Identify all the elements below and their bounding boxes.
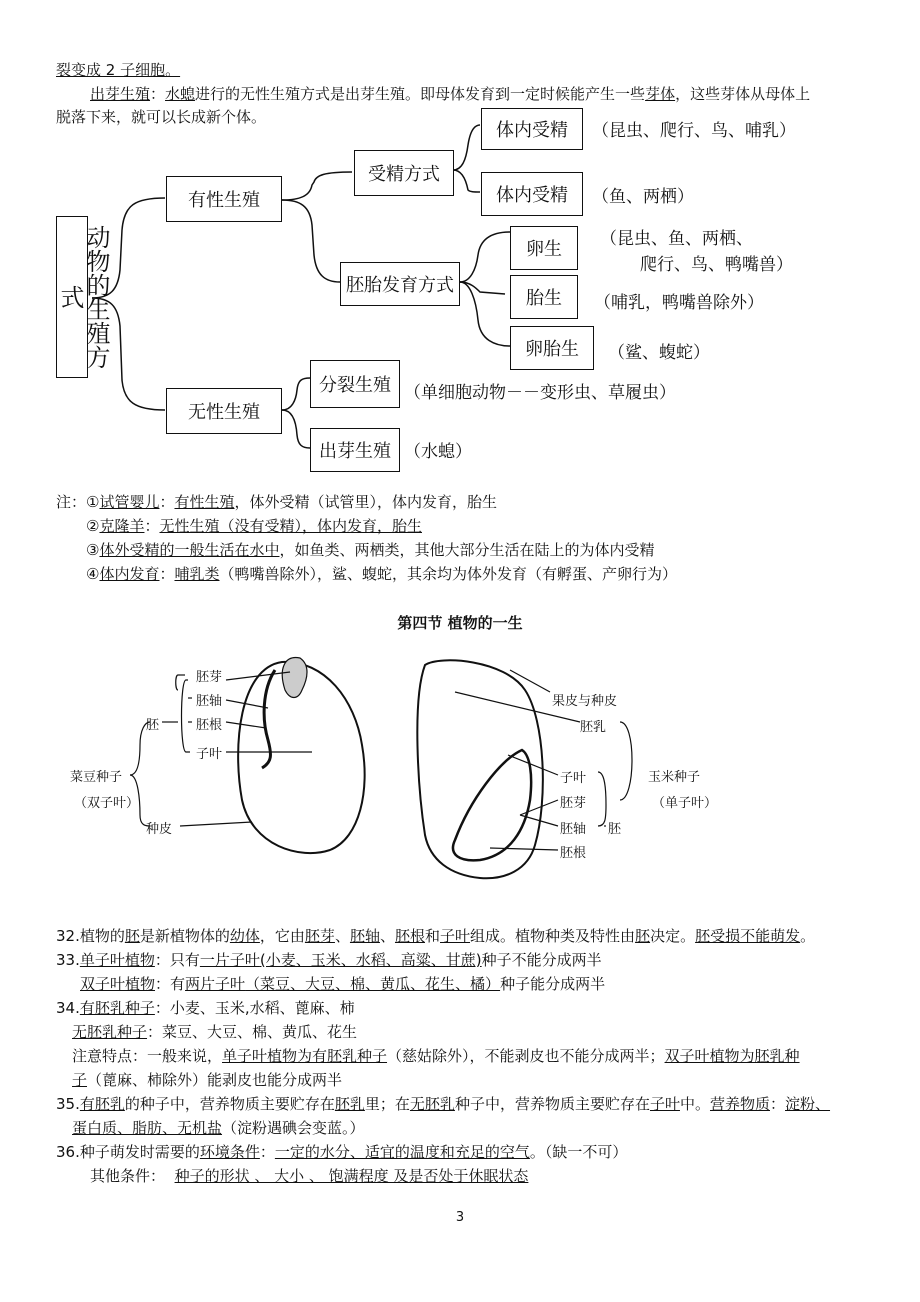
text-span: 进行的无性生殖方式是出芽生殖。即母体发育到一定时候能产生一些 <box>195 85 646 103</box>
corn-radicle-label: 胚根 <box>560 846 587 861</box>
corn-pericarp-label: 果皮与种皮 <box>552 694 618 709</box>
corn-outline <box>417 660 543 878</box>
text-span: ： <box>150 85 166 103</box>
corn-endosperm-label: 胚乳 <box>580 720 607 735</box>
text-span: ：只有 <box>154 951 200 969</box>
text-span: 克隆羊 <box>99 517 145 535</box>
note-2 <box>86 516 422 536</box>
fert-box <box>354 150 454 196</box>
note-fission: （单细胞动物－－变形虫、草履虫） <box>404 383 676 403</box>
budding-box <box>310 428 400 472</box>
bean-coat-label: 种皮 <box>146 822 173 837</box>
text-span: ： <box>259 1143 275 1161</box>
text-span: （慈姑除外），不能剥皮也不能分成两半； <box>387 1047 665 1065</box>
sexual-box <box>166 176 282 222</box>
text-span: ： <box>159 565 175 583</box>
text-span: ④ <box>86 565 100 583</box>
viviparous-box <box>510 275 578 319</box>
text-span: 体外受精的一般生活在水中 <box>99 541 280 559</box>
text-span: 体内受精 <box>496 120 568 141</box>
corn-name-label: 玉米种子 <box>648 770 701 785</box>
text-span: 动物的生殖方式 <box>56 225 110 369</box>
text-span: 双子叶植物为胚乳种 <box>664 1047 800 1065</box>
text-span: 双子叶植物 <box>80 975 156 993</box>
text-span: 胎生 <box>526 288 562 309</box>
text-span: 体内发育 <box>99 565 160 583</box>
text-span: 有胚乳 <box>79 1095 125 1113</box>
point-35b <box>72 1118 365 1138</box>
corn-type-label: （单子叶） <box>652 796 718 811</box>
text-span: 一定的水分、适宜的温度和充足的空气 <box>274 1143 530 1161</box>
bean-radicle-label: 胚根 <box>196 718 223 733</box>
point-36 <box>56 1142 627 1162</box>
bean-embryo-label: 胚 <box>146 718 160 733</box>
text-span: 其他条件： <box>90 1167 166 1185</box>
note-oviparous-2: 爬行、鸟、鸭嘴兽） <box>640 255 793 275</box>
text-span: ，体外受精（试管里），体内发育，胎生 <box>234 493 498 511</box>
text-span: (小麦、玉米、水稻、高粱、甘蔗) <box>259 951 482 969</box>
root-box <box>56 216 110 378</box>
bean-hypocotyl-label: 胚轴 <box>196 694 223 709</box>
text-span: 营养物质 <box>709 1095 770 1113</box>
text-span: 分裂生殖 <box>319 375 391 396</box>
oviparous-box <box>510 226 578 270</box>
text-span: 注意特点：一般来说， <box>72 1047 223 1065</box>
text-span: 蛋白质、脂肪、无机盐 <box>72 1119 223 1137</box>
corn-hypocotyl-label: 胚轴 <box>560 822 587 837</box>
bean-cotyledon-label: 子叶 <box>196 747 223 762</box>
note-budding: （水螅） <box>404 442 472 462</box>
text-span: 芽体 <box>645 85 676 103</box>
text-span: 哺乳类 <box>174 565 220 583</box>
text-span: 出芽生殖 <box>319 441 391 462</box>
text-span: 有性生殖 <box>188 190 260 211</box>
note-in-fert: （昆虫、爬行、鸟、哺乳） <box>592 121 796 141</box>
text-span: （鸭嘴兽除外），鲨、蝮蛇，其余均为体外发育（有孵蛋、产卵行为） <box>219 565 678 583</box>
in-fert-box <box>481 108 583 150</box>
text-span: 中。 <box>679 1095 710 1113</box>
section-title: 第四节 植物的一生 <box>397 614 523 632</box>
bean-type-label: （双子叶） <box>74 796 140 811</box>
point-36b <box>90 1166 528 1186</box>
text-span: 卵胎生 <box>525 339 579 360</box>
text-span: 脱落下来，就可以长成新个体。 <box>56 108 267 126</box>
text-span: 出芽生殖 <box>90 85 151 103</box>
text-span: 的种子中，营养物质主要贮存在 <box>124 1095 335 1113</box>
note-1 <box>56 492 497 512</box>
text-span: ，如鱼类、两栖类，其他大部分生活在陆上的为体内受精 <box>279 541 655 559</box>
note-3 <box>86 540 654 560</box>
note-ovoviviparous: （鲨、蝮蛇） <box>608 343 710 363</box>
asexual-box <box>166 388 282 434</box>
text-span: 种子中，营养物质主要贮存在 <box>454 1095 650 1113</box>
text-span: 33. <box>56 951 80 969</box>
point-33b <box>80 974 605 994</box>
bean-plumule-label: 胚芽 <box>196 670 223 685</box>
text-span: 环境条件 <box>199 1143 260 1161</box>
text-span: 34. <box>56 999 80 1017</box>
text-span: 受精方式 <box>368 164 440 185</box>
text-span: 子叶 <box>649 1095 680 1113</box>
point-34d <box>72 1070 342 1090</box>
point-33 <box>56 950 602 970</box>
text-span: 、 <box>334 927 350 945</box>
text-span: 种子不能分成两半 <box>481 951 602 969</box>
text-span: ： <box>159 493 175 511</box>
text-span: ：菜豆、大豆、棉、黄瓜、花生 <box>147 1023 358 1041</box>
text-span: （蓖麻、柿除外）能剥皮也能分成两半 <box>87 1071 343 1089</box>
text-span: 胚 <box>635 927 651 945</box>
text-span: ，它由 <box>259 927 305 945</box>
fission-box <box>310 360 400 408</box>
text-span: 胚乳 <box>334 1095 365 1113</box>
text-span: ，这些芽体从母体上 <box>675 85 811 103</box>
text-span: 水螅 <box>165 85 196 103</box>
text-span: 胚受损不能萌发 <box>695 927 801 945</box>
text-span: 两片子叶 <box>185 975 246 993</box>
corn-plumule-label: 胚芽 <box>560 796 587 811</box>
corn-cotyledon-label: 子叶 <box>560 771 587 786</box>
text-span: 32.植物的 <box>56 927 125 945</box>
text-span: ：小麦、玉米,水稻、蓖麻、柿 <box>154 999 355 1017</box>
text-span: 35. <box>56 1095 80 1113</box>
text-span: ： <box>144 517 160 535</box>
text-span: 里；在 <box>364 1095 410 1113</box>
point-32 <box>56 926 815 946</box>
point-34b <box>72 1022 357 1042</box>
text-span: 种子能分成两半 <box>500 975 606 993</box>
text-span: 子叶 <box>440 927 471 945</box>
point-34 <box>56 998 355 1018</box>
text-span: 胚芽 <box>304 927 335 945</box>
corn-embryo-label: 胚 <box>608 822 622 837</box>
note-out-fert: （鱼、两栖） <box>592 187 694 207</box>
text-span: 胚 <box>124 927 140 945</box>
text-span: 无胚乳种子 <box>72 1023 148 1041</box>
text-span: 体内受精 <box>496 185 568 206</box>
out-fert-box <box>481 172 583 216</box>
text-span: ② <box>86 517 100 535</box>
text-span: 。（缺一不可） <box>529 1143 628 1161</box>
text-span: 卵生 <box>526 239 562 260</box>
text-span: 无性生殖 <box>188 402 260 423</box>
note-4 <box>86 564 677 584</box>
text-span: （菜豆、大豆、棉、黄瓜、花生、橘） <box>245 975 501 993</box>
point-34c <box>72 1046 800 1066</box>
text-span: 注：① <box>56 493 100 511</box>
bean-name-label: 菜豆种子 <box>70 770 123 785</box>
text-span: 是新植物体的 <box>139 927 230 945</box>
text-span: ：有 <box>155 975 186 993</box>
text-span: 组成。植物种类及特性由 <box>470 927 636 945</box>
embryo-box <box>340 262 460 306</box>
note-oviparous-1: （昆虫、鱼、两栖、 <box>600 229 753 249</box>
text-span: ③ <box>86 541 100 559</box>
text-span: 胚根 <box>394 927 425 945</box>
text-span: 、 <box>379 927 395 945</box>
text-span: 36.种子萌发时需要的 <box>56 1143 200 1161</box>
text-span: 和 <box>425 927 441 945</box>
note-viviparous: （哺乳，鸭嘴兽除外） <box>594 293 764 313</box>
text-span: 无胚乳 <box>409 1095 455 1113</box>
text-span: 单子叶植物 <box>79 951 155 969</box>
ovoviviparous-box <box>510 326 594 370</box>
text-span: 子 <box>72 1071 88 1089</box>
text-span: 试管婴儿 <box>99 493 160 511</box>
text-span: （淀粉遇碘会变蓝。） <box>222 1119 365 1137</box>
text-span: 胚胎发育方式 <box>346 275 454 296</box>
text-span: 。 <box>800 927 816 945</box>
text-span: 淀粉、 <box>785 1095 831 1113</box>
text-span: 有胚乳种子 <box>79 999 155 1017</box>
text-span: 裂变成 2 子细胞。 <box>56 61 181 79</box>
text-span: 一片子叶 <box>199 951 260 969</box>
text-span: 胚轴 <box>349 927 380 945</box>
text-span: 种子的形状 、 大小 、 饱满程度 及是否处于休眠状态 <box>174 1167 529 1185</box>
text-span: 无性生殖（没有受精），体内发育，胎生 <box>159 517 422 535</box>
page-number: 3 <box>455 1210 465 1225</box>
text-span: 有性生殖 <box>174 493 235 511</box>
point-35 <box>56 1094 830 1114</box>
text-span: 幼体 <box>229 927 260 945</box>
text-span: 决定。 <box>650 927 696 945</box>
text-span: 单子叶植物为有胚乳种子 <box>222 1047 388 1065</box>
text-span: ： <box>770 1095 786 1113</box>
